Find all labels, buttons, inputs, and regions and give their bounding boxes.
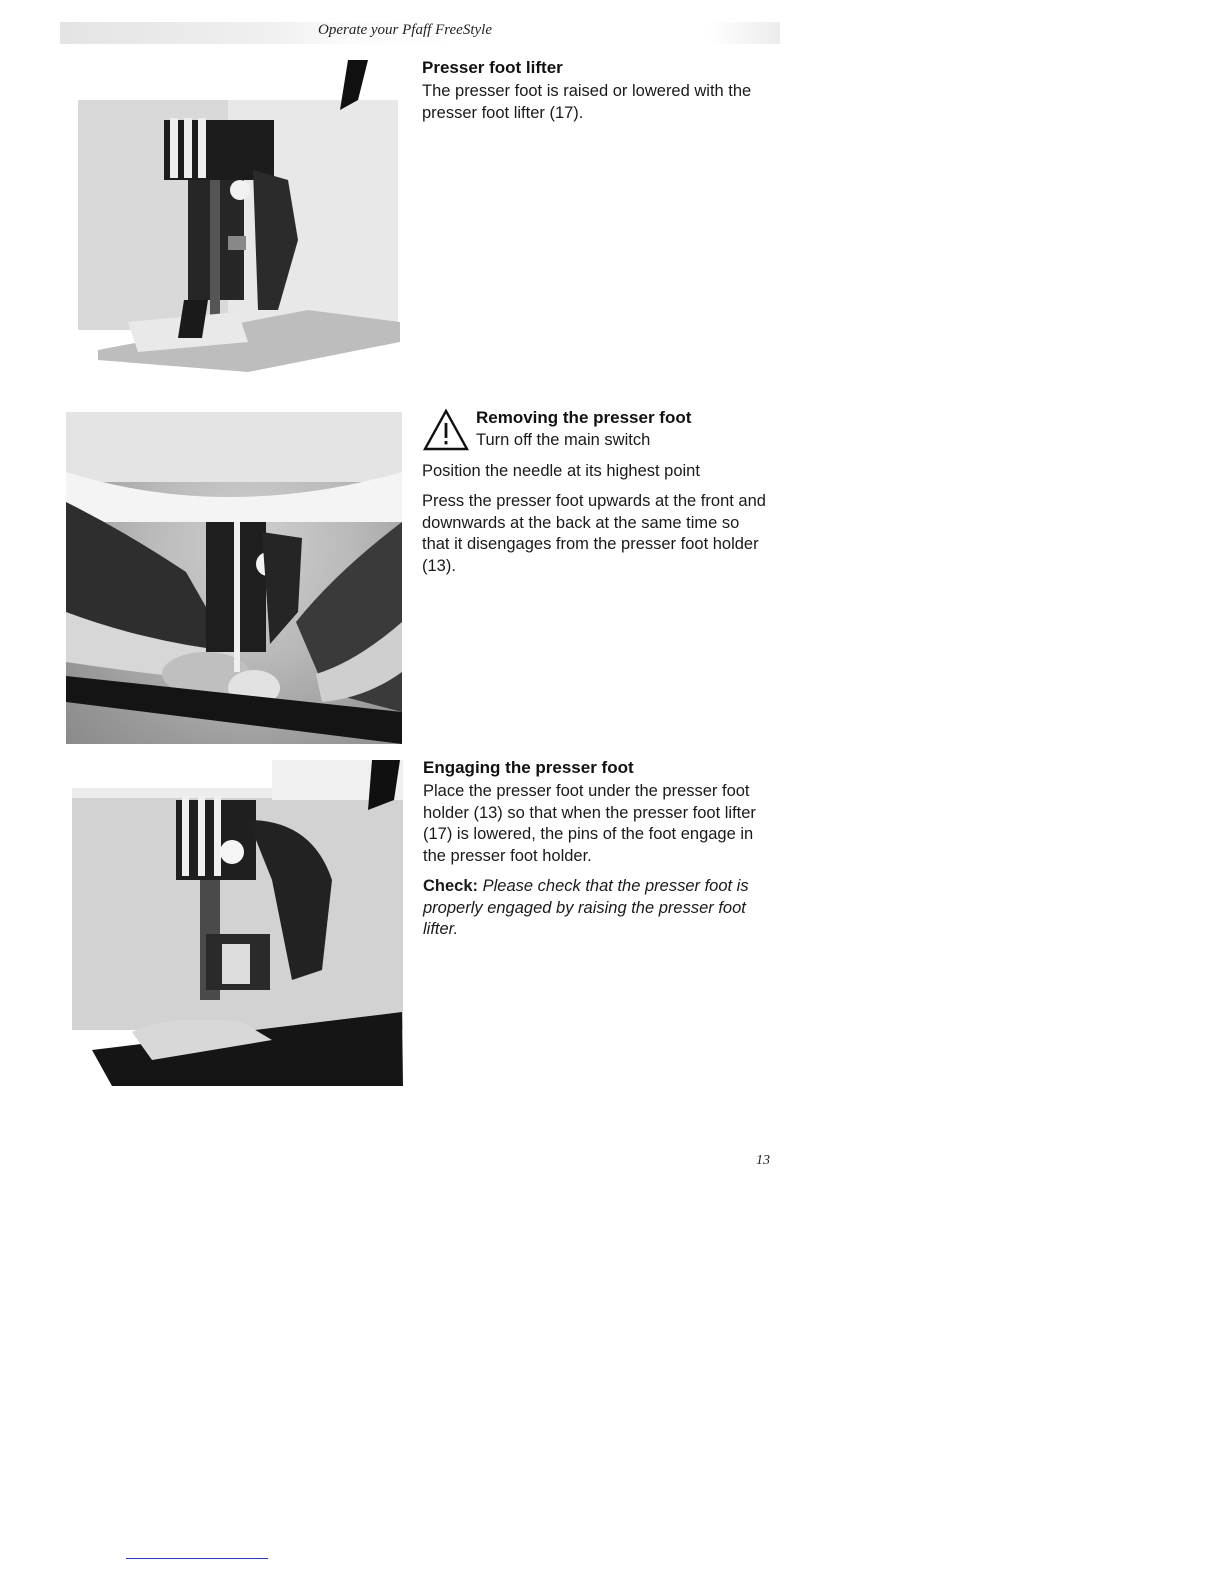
check-text: Please check that the presser foot is properly engaged by raising the presser foot lifter. [423, 877, 749, 938]
section-engaging-presser-foot [423, 758, 768, 950]
presser-foot-lifter-photo [78, 60, 402, 372]
section-paragraph: Press the presser foot upwards at the front and downwards at the back at the same time so that it disengages from the presser foot holder (13). [422, 492, 766, 575]
section-title: Removing the presser foot [476, 408, 692, 427]
warning-text [476, 406, 691, 461]
running-header: Operate your Pfaff FreeStyle [318, 22, 492, 38]
section-paragraph: Place the presser foot under the presser foot holder (13) so that when the presser foot lifter (17) is lowered, the pins of the foot engage in the presser foot holder. [423, 782, 756, 865]
check-label: Check: [423, 877, 479, 895]
section-title: Presser foot lifter [422, 58, 563, 77]
warning-triangle-icon [422, 408, 470, 452]
engaging-presser-foot-photo [72, 760, 403, 1086]
page-number: 13 [756, 1153, 770, 1168]
section-paragraph: Position the needle at its highest point [422, 461, 700, 480]
warning-row [422, 406, 767, 461]
section-paragraph: The presser foot is raised or lowered with the presser foot lifter (17). [422, 82, 752, 122]
removing-presser-foot-photo [66, 412, 402, 744]
section-presser-foot-lifter [422, 58, 767, 133]
check-note [423, 876, 768, 941]
section-title: Engaging the presser foot [423, 758, 634, 777]
warning-first-line: Turn off the main switch [476, 431, 651, 449]
footer-rule [126, 1558, 268, 1559]
section-removing-presser-foot [422, 406, 767, 586]
